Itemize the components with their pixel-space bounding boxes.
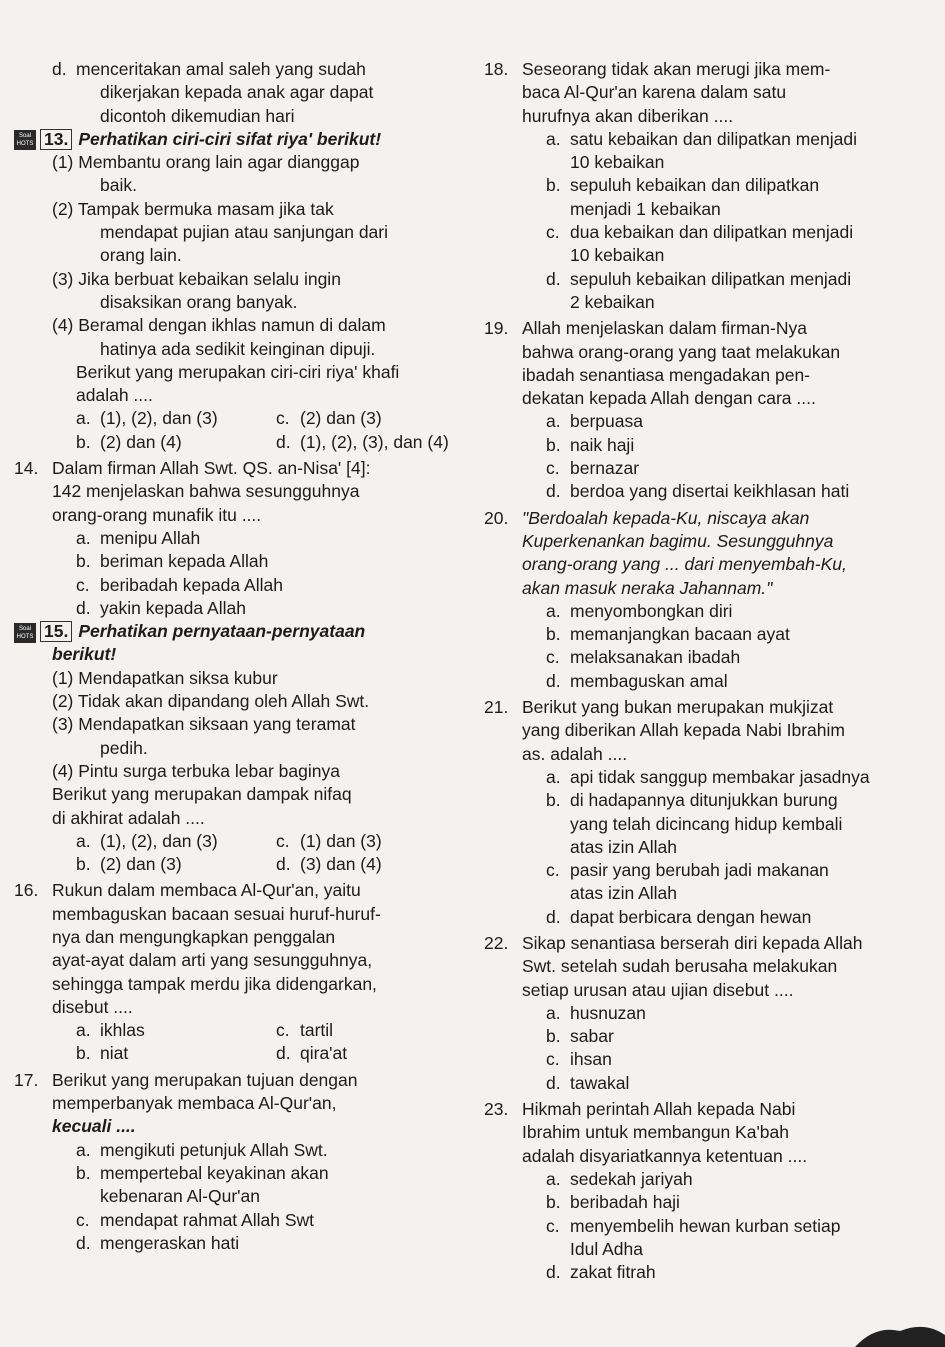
option-a: a. menyombongkan diri	[546, 600, 733, 621]
option-c: c. pasir yang berubah jadi makanan	[546, 860, 829, 881]
option-a: a. husnuzan	[546, 1002, 646, 1023]
option-b: b. beriman kepada Allah	[76, 551, 269, 572]
question-18: 18. Seseorang tidak akan merugi jika mem- baca Al-Qur'an karena dalam satu hurufnya akan diberikan .... a. satu kebaikan dan dilipatkan menjadi 10 kebaikan b. sepuluh kebaikan dan dilipatkan menjadi 1 kebaikan c. dua kebaikan dan dilipatkan menjadi 10 kebaikan d. sepuluh kebaikan dilipatkan menjadi 2 kebaikan	[484, 58, 932, 314]
option-d: d. tawakal	[546, 1072, 630, 1093]
right-column	[484, 58, 932, 1284]
hots-badge: Soal HOTS	[14, 130, 36, 150]
option-b: b. beribadah haji	[546, 1192, 680, 1213]
question-13: Soal HOTS 13. Perhatikan ciri-ciri sifat riya' berikut! (1) Membantu orang lain agar dianggap baik. (2) Tampak bermuka masam jika tak mendapat pujian atau sanjungan dari orang lain. (3) Jika berbuat kebaikan selalu ingin disaksikan orang banyak. (4) Beramal dengan ikhlas namun di dalam hatinya ada sedikit keinginan dipuji. Berikut yang merupakan ciri-ciri riya' khafi adalah .... a. (1), (2), dan (3) c. (2) dan (3) b. (2) dan (4) d. (1), (2), (3), dan (4)	[14, 128, 462, 454]
option-b: b. memanjangkan bacaan ayat	[546, 624, 790, 645]
question-15: Soal HOTS 15. Perhatikan pernyataan-pernyataan berikut! (1) Mendapatkan siksa kubur (2) Tidak akan dipandang oleh Allah Swt. (3) Mendapatkan siksaan yang teramat pedih. (4) Pintu surga terbuka lebar baginya Berikut yang merupakan dampak nifaq di akhirat adalah .... a. (1), (2), dan (3) c. (1) dan (3) b. (2) dan (3) d. (3) dan (4)	[14, 620, 462, 876]
option-a: a. api tidak sanggup membakar jasadnya	[546, 766, 870, 787]
question-number: 21.	[484, 697, 509, 718]
question-number: 23.	[484, 1099, 509, 1120]
option-b: b. naik haji	[546, 434, 635, 455]
option-c: c. ihsan	[546, 1049, 612, 1070]
option-d: d. dapat berbicara dengan hewan	[546, 906, 812, 927]
question-number: 13.	[40, 129, 72, 150]
option-d: d. mengeraskan hati	[76, 1232, 240, 1253]
option-c: c. beribadah kepada Allah	[76, 574, 283, 595]
question-number: 19.	[484, 318, 509, 339]
option-b: b. sabar	[546, 1026, 614, 1047]
option-a: a. satu kebaikan dan dilipatkan menjadi	[546, 128, 857, 149]
option-c: c. dua kebaikan dan dilipatkan menjadi	[546, 222, 854, 243]
question-number: 17.	[14, 1069, 39, 1090]
question-number: 18.	[484, 59, 509, 79]
question-number: 14.	[14, 458, 39, 479]
question-23: 23. Hikmah perintah Allah kepada Nabi Ibrahim untuk membangun Ka'bah adalah disyariatkannya ketentuan .... a. sedekah jariyah b. beribadah haji c. menyembelih hewan kurban setiap Idul Adha d. zakat fitrah	[484, 1098, 932, 1284]
question-14: 14. Dalam firman Allah Swt. QS. an-Nisa' [4]: 142 menjelaskan bahwa sesungguhnya orang-orang munafik itu .... a. menipu Allah b. beriman kepada Allah c. beribadah kepada Allah d. yakin kepada Allah	[14, 457, 462, 620]
option-d: d. sepuluh kebaikan dilipatkan menjadi	[546, 268, 852, 289]
option-row: a. ikhlas c. tartil	[76, 1020, 334, 1041]
corner-decoration	[855, 1317, 945, 1347]
option-a: a. mengikuti petunjuk Allah Swt.	[76, 1139, 328, 1160]
option-d: d. berdoa yang disertai keikhlasan hati	[546, 481, 850, 502]
question-20: 20. "Berdoalah kepada-Ku, niscaya akan Kuperkenankan bagimu. Sesungguhnya orang-orang yang ... dari menyembah-Ku, akan masuk neraka Jahannam." a. menyombongkan diri b. memanjangkan bacaan ayat c. melaksanakan ibadah d. membaguskan amal	[484, 507, 932, 693]
option-d: d. zakat fitrah	[546, 1262, 656, 1283]
option-a: a. menipu Allah	[76, 527, 201, 548]
option-c: c. mendapat rahmat Allah Swt	[76, 1209, 315, 1230]
question-12-tail: d. menceritakan amal saleh yang sudah dikerjakan kepada anak agar dapat dicontoh dikemudian hari	[52, 59, 374, 126]
question-21: 21. Berikut yang bukan merupakan mukjizat yang diberikan Allah kepada Nabi Ibrahim as. adalah .... a. api tidak sanggup membakar jasadnya b. di hadapannya ditunjukkan burung yang telah dicincang hidup kembali atas izin Allah c. pasir yang berubah jadi makanan atas izin Allah d. dapat berbicara dengan hewan	[484, 696, 932, 929]
question-number: 22.	[484, 932, 509, 953]
question-22: 22. Sikap senantiasa berserah diri kepada Allah Swt. setelah sudah berusaha melakukan setiap urusan atau ujian disebut .... a. husnuzan b. sabar c. ihsan d. tawakal	[484, 932, 932, 1095]
left-column	[14, 58, 462, 1255]
question-19: 19. Allah menjelaskan dalam firman-Nya bahwa orang-orang yang taat melakukan ibadah senantiasa mengadakan pen- dekatan kepada Allah dengan cara .... a. berpuasa b. naik haji c. bernazar d. berdoa yang disertai keikhlasan hati	[484, 317, 932, 503]
option-row: a. (1), (2), dan (3) c. (1) dan (3)	[76, 830, 382, 851]
question-number: 20.	[484, 507, 509, 528]
option-c: c. melaksanakan ibadah	[546, 647, 741, 668]
option-b: b. sepuluh kebaikan dan dilipatkan	[546, 175, 820, 196]
question-17: 17. Berikut yang merupakan tujuan dengan memperbanyak membaca Al-Qur'an, kecuali .... a. mengikuti petunjuk Allah Swt. b. mempertebal keyakinan akan kebenaran Al-Qur'an c. mendapat rahmat Allah Swt d. mengeraskan hati	[14, 1069, 462, 1255]
question-number: 15.	[40, 621, 72, 642]
option-c: c. menyembelih hewan kurban setiap	[546, 1215, 841, 1236]
option-b: b. mempertebal keyakinan akan	[76, 1162, 329, 1183]
hots-badge: Soal HOTS	[14, 623, 36, 643]
option-row: b. (2) dan (3) d. (3) dan (4)	[76, 854, 382, 875]
option-a: a. sedekah jariyah	[546, 1168, 693, 1189]
option-d: d. yakin kepada Allah	[76, 597, 246, 618]
option-row: b. (2) dan (4) d. (1), (2), (3), dan (4)	[76, 431, 449, 452]
question-16: 16. Rukun dalam membaca Al-Qur'an, yaitu membaguskan bacaan sesuai huruf-huruf- nya dan mengungkapkan penggalan ayat-ayat dalam arti yang sesungguhnya, sehingga tampak merdu jika didengarkan, disebut .... a. ikhlas c. tartil b. niat d. qira'at	[14, 879, 462, 1065]
question-number: 16.	[14, 880, 39, 901]
question-title: Perhatikan ciri-ciri sifat riya' berikut!	[78, 128, 382, 149]
option-a: a. berpuasa	[546, 411, 643, 432]
option-b: b. di hadapannya ditunjukkan burung	[546, 790, 838, 811]
option-c: c. bernazar	[546, 458, 640, 479]
option-row: a. (1), (2), dan (3) c. (2) dan (3)	[76, 408, 382, 429]
option-d: d. membaguskan amal	[546, 670, 728, 691]
option-row: b. niat d. qira'at	[76, 1043, 348, 1064]
